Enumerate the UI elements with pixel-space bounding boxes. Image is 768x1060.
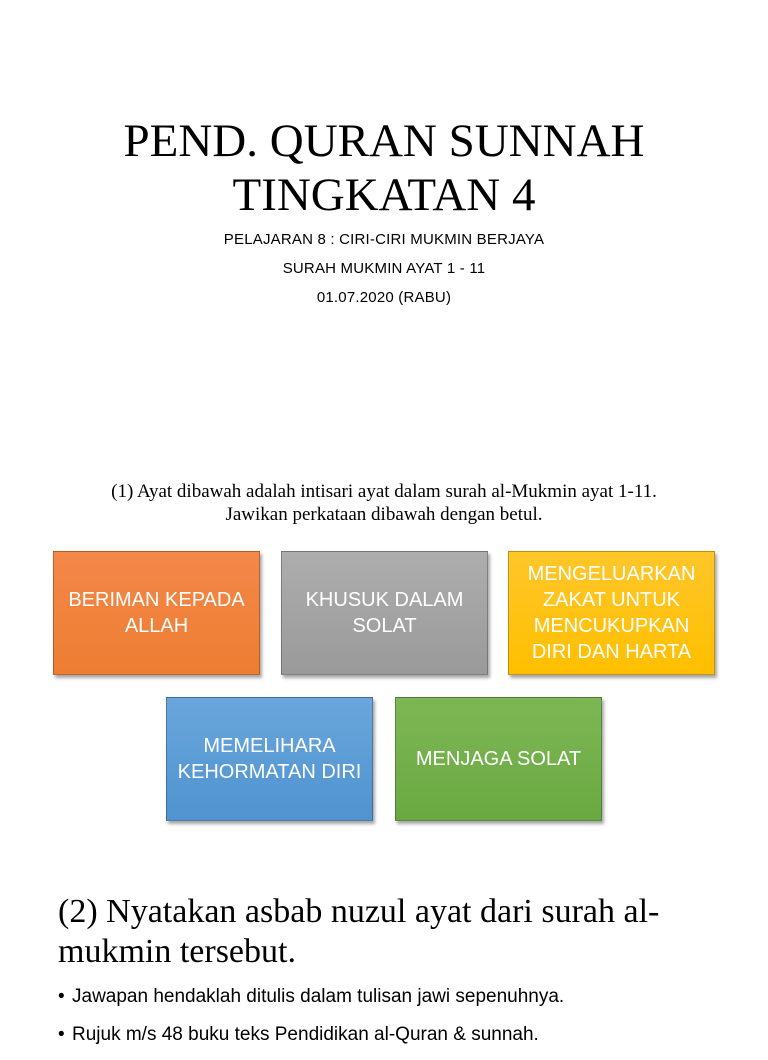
instruction-item: • Jawapan hendaklah ditulis dalam tulisan jawi sepenuhnya. bbox=[58, 984, 758, 1010]
box-beriman bbox=[53, 551, 260, 675]
question-1 bbox=[0, 480, 768, 526]
box-menjaga-solat bbox=[395, 697, 602, 821]
subtitle-date: 01.07.2020 (RABU) bbox=[316, 289, 452, 306]
instruction-list bbox=[58, 984, 758, 1060]
box-memelihara-label: MEMELIHARA KEHORMATAN DIRI bbox=[177, 735, 362, 783]
box-khusuk-label: KHUSUK DALAM SOLAT bbox=[305, 589, 464, 637]
subtitle-surah: SURAH MUKMIN AYAT 1 - 11 bbox=[282, 260, 486, 277]
box-memelihara bbox=[166, 697, 373, 821]
subtitle-lesson: PELAJARAN 8 : CIRI-CIRI MUKMIN BERJAYA bbox=[223, 231, 545, 248]
question-1-line-2: Jawikan perkataan dibawah dengan betul. bbox=[225, 504, 543, 525]
box-menjaga-solat-label: MENJAGA SOLAT bbox=[415, 748, 582, 770]
box-zakat bbox=[508, 551, 715, 675]
box-khusuk bbox=[281, 551, 488, 675]
page-title bbox=[0, 114, 768, 222]
title-line-1: PEND. QURAN SUNNAH bbox=[123, 115, 645, 167]
question-1-line-1: (1) Ayat dibawah adalah intisari ayat dalam surah al-Mukmin ayat 1-11. bbox=[111, 481, 657, 502]
question-2: (2) Nyatakan asbab nuzul ayat dari surah al-mukmin tersebut. bbox=[58, 893, 660, 970]
title-line-2: TINGKATAN 4 bbox=[232, 169, 536, 221]
box-beriman-label: BERIMAN KEPADA ALLAH bbox=[68, 589, 245, 637]
instruction-item: • Rujuk m/s 48 buku teks Pendidikan al-Quran & sunnah. bbox=[58, 1022, 758, 1048]
box-zakat-label: MENGELUARKAN ZAKAT UNTUK MENCUKUPKAN DIRI DAN HARTA bbox=[527, 563, 696, 663]
